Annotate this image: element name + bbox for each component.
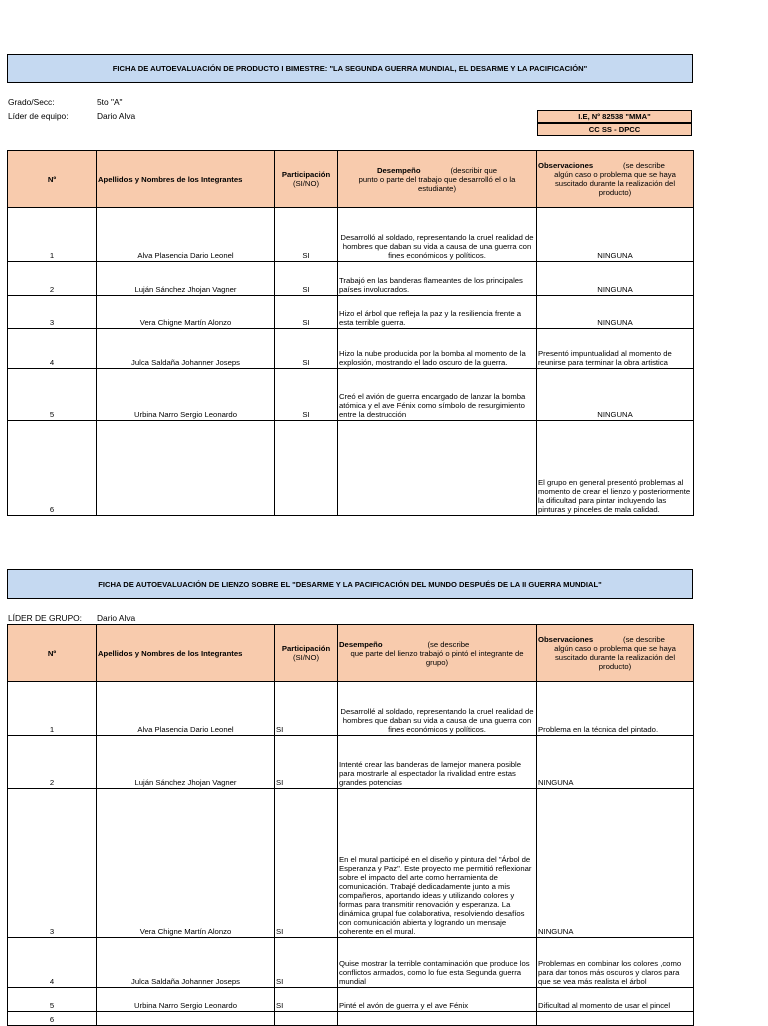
cell-participation: SI [275,938,338,988]
header-obs-note-a: (se describe [623,161,665,170]
cell-observaciones: Problemas en combinar los colores ,como para dar tonos más oscuros y claros para que se vea más realista el árbol [537,938,694,988]
header-desempeno-title: Desempeño [339,639,383,649]
cell-observaciones: Dificultad al momento de usar el pincel [537,988,694,1012]
header-observaciones [537,625,694,682]
grado-label: Grado/Secc: [8,97,55,107]
cell-observaciones [537,1012,694,1026]
cell-participation: SI [275,988,338,1012]
sheet1-title-banner [7,54,693,83]
header-desempeno-note-a: (describir que [450,165,498,175]
cell-name: Luján Sánchez Jhojan Vagner [97,736,275,789]
cell-participation [275,1012,338,1026]
cell-participation: SI [275,262,338,296]
header-obs-note-b: algún caso o problema que se haya suscitado durante la realización del producto) [554,170,676,197]
cell-participation: SI [275,789,338,938]
cell-name: Vera Chigne Martín Alonzo [97,296,275,329]
sheet2-table [7,624,694,1026]
cell-observaciones: NINGUNA [537,736,694,789]
school-name: I.E, Nº 82538 "MMA" [578,112,651,121]
cell-name [97,421,275,516]
header-names: Apellidos y Nombres de los Integrantes [97,625,275,682]
header-obs-title: Observaciones [538,635,594,644]
header-participation [275,151,338,208]
cell-desempeno: Trabajó en las banderas flameantes de los principales países involucrados. [338,262,537,296]
cell-participation: SI [275,296,338,329]
cell-participation: SI [275,329,338,369]
cell-name [97,1012,275,1026]
cell-observaciones: NINGUNA [537,369,694,421]
grado-value: 5to "A" [97,97,123,107]
cell-num: 1 [8,208,97,262]
table-row [8,262,694,296]
cell-num: 6 [8,1012,97,1026]
header-participation-sub: (SI/NO) [292,653,320,662]
cell-observaciones: El grupo en general presentó problemas al momento de crear el lienzo y posteriormente la dificultad para pintar incluyendo las pinturas y pinceles de mala calidad. [537,421,694,516]
cell-num: 4 [8,938,97,988]
cell-name: Urbina Narro Sergio Leonardo [97,988,275,1012]
cell-name: Urbina Narro Sergio Leonardo [97,369,275,421]
header-obs-note-a: (se describe [623,635,665,644]
cell-num: 2 [8,736,97,789]
cell-num: 5 [8,369,97,421]
cell-desempeno: Desarrolló al soldado, representando la cruel realidad de hombres que daban su vida a causa de una guerra con fines económicos y políticos. [338,208,537,262]
header-desempeno [338,625,537,682]
table-row [8,789,694,938]
header-participation-title: Participación [281,170,331,179]
table-row [8,421,694,516]
header-num: Nº [8,625,97,682]
cell-desempeno: Pinté el avón de guerra y el ave Fénix [338,988,537,1012]
cell-num: 5 [8,988,97,1012]
header-desempeno-note-b: punto o parte del trabajo que desarrolló el o la estudiante) [358,174,516,193]
header-participation [275,625,338,682]
area-name: CC SS - DPCC [588,125,641,134]
sheet1-table [7,150,694,516]
sheet2-title: FICHA DE AUTOEVALUACIÓN DE LIENZO SOBRE EL "DESARME Y LA PACIFICACIÓN DEL MUNDO DESPUÉS DE LA II GUERRA MUNDIAL" [98,579,602,589]
cell-observaciones: NINGUNA [537,296,694,329]
cell-desempeno: Intenté crear las banderas de lamejor manera posible para mostrarle al espectador la rivalidad entre estas grandes potencias [338,736,537,789]
header-participation-sub: (SI/NO) [292,179,320,188]
lider-label: Líder de equipo: [8,111,69,121]
cell-name: Alva Plasencia Dario Leonel [97,208,275,262]
cell-name: Julca Saldaña Johanner Joseps [97,329,275,369]
header-obs-title: Observaciones [538,161,594,170]
cell-observaciones: Problema en la técnica del pintado. [537,682,694,736]
cell-num: 3 [8,296,97,329]
table-row [8,208,694,262]
cell-observaciones: Presentó impuntualidad al momento de reunirse para terminar la obra artistica [537,329,694,369]
header-desempeno-note-b: que parte del lienzo trabajó o pintó el integrante de grupo) [350,648,524,667]
sheet2-title-banner [7,569,693,599]
cell-name: Luján Sánchez Jhojan Vagner [97,262,275,296]
header-obs-note-b: algún caso o problema que se haya suscitado durante la realización del producto) [554,644,676,671]
table-row [8,329,694,369]
cell-num: 2 [8,262,97,296]
header-num: Nº [8,151,97,208]
cell-desempeno: Creó el avión de guerra encargado de lanzar la bomba atómica y el ave Fénix como símbolo de resurgimiento entre la destrucción [338,369,537,421]
table-row [8,296,694,329]
sheet1-title: FICHA DE AUTOEVALUACIÓN DE PRODUCTO I BIMESTRE: "LA SEGUNDA GUERRA MUNDIAL, EL DESARME Y LA PACIFICACIÓN" [112,64,588,73]
header-participation-title: Participación [281,644,331,653]
lider-grupo-label: LÍDER DE GRUPO: [8,613,82,623]
cell-participation [275,421,338,516]
lider-value: Dario Alva [97,111,136,121]
cell-desempeno: Hizo el árbol que refleja la paz y la resiliencia frente a esta terrible guerra. [338,296,537,329]
area-box [537,123,692,136]
table-row [8,369,694,421]
cell-desempeno: Hizo la nube producida por la bomba al momento de la explosión, mostrando el lado oscuro de la guerra. [338,329,537,369]
cell-num: 6 [8,421,97,516]
cell-desempeno: Desarrollé al soldado, representando la cruel realidad de hombres que daban su vida a causa de una guerra con fines económicos y políticos. [338,682,537,736]
cell-desempeno [338,1012,537,1026]
table-row [8,938,694,988]
school-box [537,110,692,123]
cell-participation: SI [275,369,338,421]
header-desempeno [338,151,537,208]
header-names: Apellidos y Nombres de los Integrantes [97,151,275,208]
table-row [8,682,694,736]
cell-participation: SI [275,208,338,262]
cell-desempeno: Quise mostrar la terrible contaminación que produce los conflictos armados, como lo fue esta Segunda guerra mundial [338,938,537,988]
header-observaciones [537,151,694,208]
cell-observaciones: NINGUNA [537,262,694,296]
cell-observaciones: NINGUNA [537,208,694,262]
cell-participation: SI [275,736,338,789]
table-row [8,988,694,1012]
cell-desempeno [338,421,537,516]
cell-name: Alva Plasencia Dario Leonel [97,682,275,736]
header-desempeno-note-a: (se describe [427,639,470,649]
cell-desempeno: En el mural participé en el diseño y pintura del "Árbol de Esperanza y Paz". Este proyecto me permitió reflexionar sobre el impacto del arte como herramienta de comunicación. Trabajé dedicadamente junto a mis compañeros, aportando ideas y utilizando colores y formas para transmitir renovación y esperanza. La dinámica grupal fue colaborativa, resolviendo desafíos con comunicación abierta y logrando un mensaje coherente en el mural. [338,789,537,938]
table-row [8,1012,694,1026]
cell-num: 1 [8,682,97,736]
cell-num: 4 [8,329,97,369]
cell-num: 3 [8,789,97,938]
table-header-row [8,625,694,682]
cell-name: Julca Saldaña Johanner Joseps [97,938,275,988]
cell-observaciones: NINGUNA [537,789,694,938]
cell-participation: SI [275,682,338,736]
lider-grupo-value: Dario Alva [97,613,136,623]
table-header-row [8,151,694,208]
header-desempeno-title: Desempeño [376,165,421,175]
table-row [8,736,694,789]
cell-name: Vera Chigne Martín Alonzo [97,789,275,938]
